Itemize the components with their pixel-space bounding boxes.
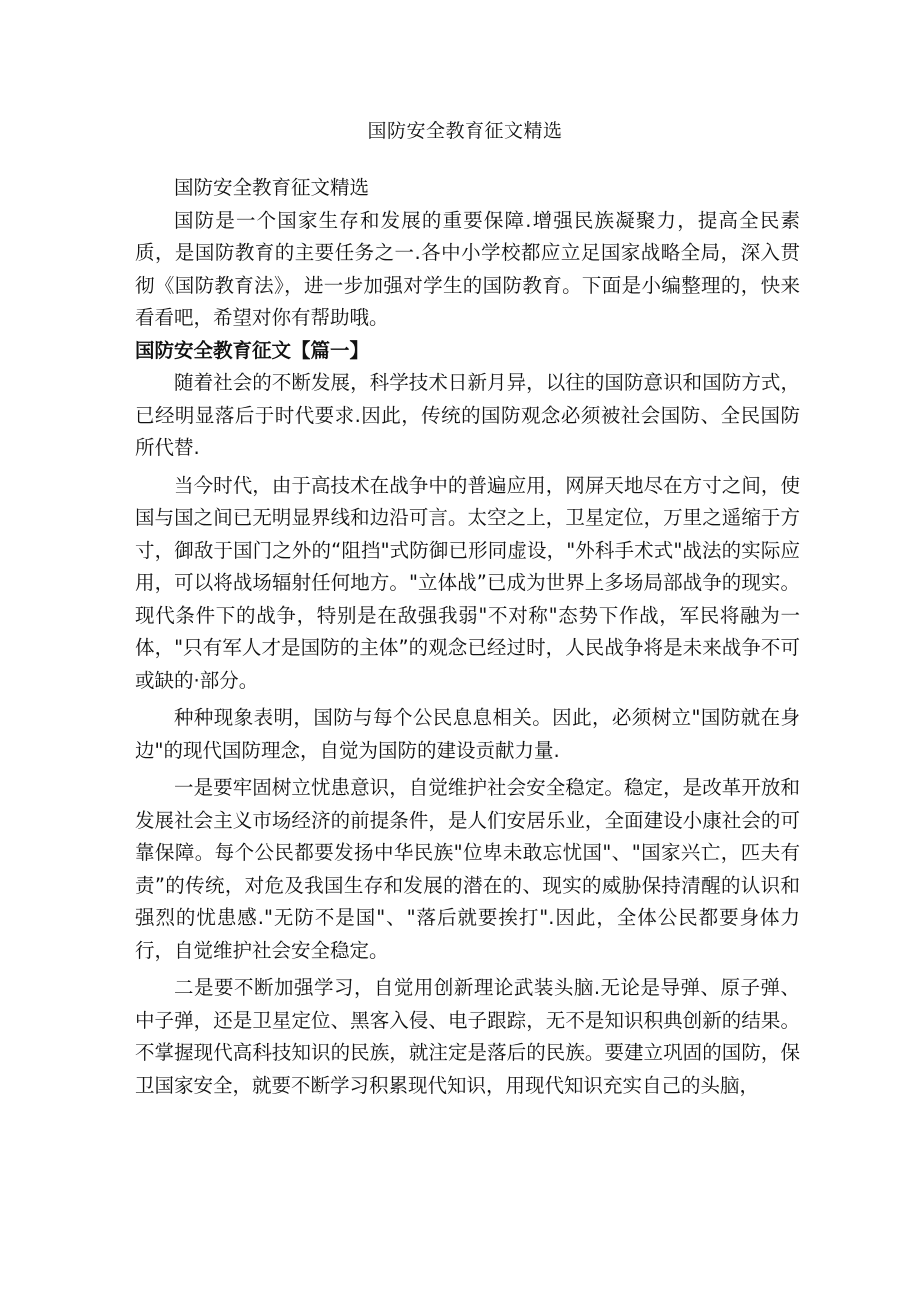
body-paragraph-2: 当今时代，由于高技术在战争中的普遍应用，网屏天地尽在方寸之间，使国与国之间已无明显界线和边沿可言。太空之上，卫星定位，万里之遥缩于方寸，御敌于国门之外的“阻挡"式防御已形同虚设，"外科手术式"战法的实际应用，可以将战场辐射任何地方。"立体战”已成为世界上多场局部战争的现实。现代条件下的战争，特别是在敌强我弱"不对称"态势下作战，军民将融为一体，"只有军人才是国防的主体”的观念已经过时，人民战争将是未来战争不可或缺的·部分。	[135, 473, 800, 692]
body-paragraph-5: 二是要不断加强学习，自觉用创新理论武装头脑.无论是导弹、原子弹、中子弹，还是卫星定位、黑客入侵、电子跟踪，无不是知识积典创新的结果。不掌握现代高科技知识的民族，就注定是落后的民族。要建立巩固的国防，保卫国家安全，就要不断学习积累现代知识，用现代知识充实自己的头脑，	[135, 976, 800, 1097]
body-paragraph-3: 种种现象表明，国防与每个公民息息相关。因此，必须树立"国防就在身边"的现代国防理念，自觉为国防的建设贡献力量.	[135, 706, 800, 762]
body-paragraph-1: 随着社会的不断发展，科学技术日新月异，以往的国防意识和国防方式，已经明显落后于时代要求.因此，传统的国防观念必须被社会国防、全民国防所代替.	[135, 371, 800, 459]
section-heading: 国防安全教育征文【篇一】	[135, 338, 370, 362]
document-title: 国防安全教育征文精选	[367, 120, 563, 142]
body-paragraph-4: 一是要牢固树立忧患意识，自觉维护社会安全稳定。稳定，是改革开放和发展社会主义市场经济的前提条件，是人们安居乐业，全面建设小康社会的可靠保障。每个公民都要发扬中华民族"位卑未敢忘忧国"、"国家兴亡，匹夫有责”的传统，对危及我国生存和发展的潜在的、现实的威胁保持清醒的认识和强烈的忧患感."无防不是国"、"落后就要挨打".因此，全体公民都要身体力行，自觉维护社会安全稳定。	[135, 776, 800, 962]
document-body	[135, 172, 800, 1102]
intro-paragraph: 国防是一个国家生存和发展的重要保障.增强民族凝聚力，提高全民素质，是国防教育的主要任务之一.各中小学校都应立足国家战略全局，深入贯彻《国防教育法》，进一步加强对学生的国防教育。下面是小编整理的，快来看看吧，希望对你有帮助哦。	[135, 208, 800, 329]
intro-subtitle: 国防安全教育征文精选	[174, 176, 370, 199]
